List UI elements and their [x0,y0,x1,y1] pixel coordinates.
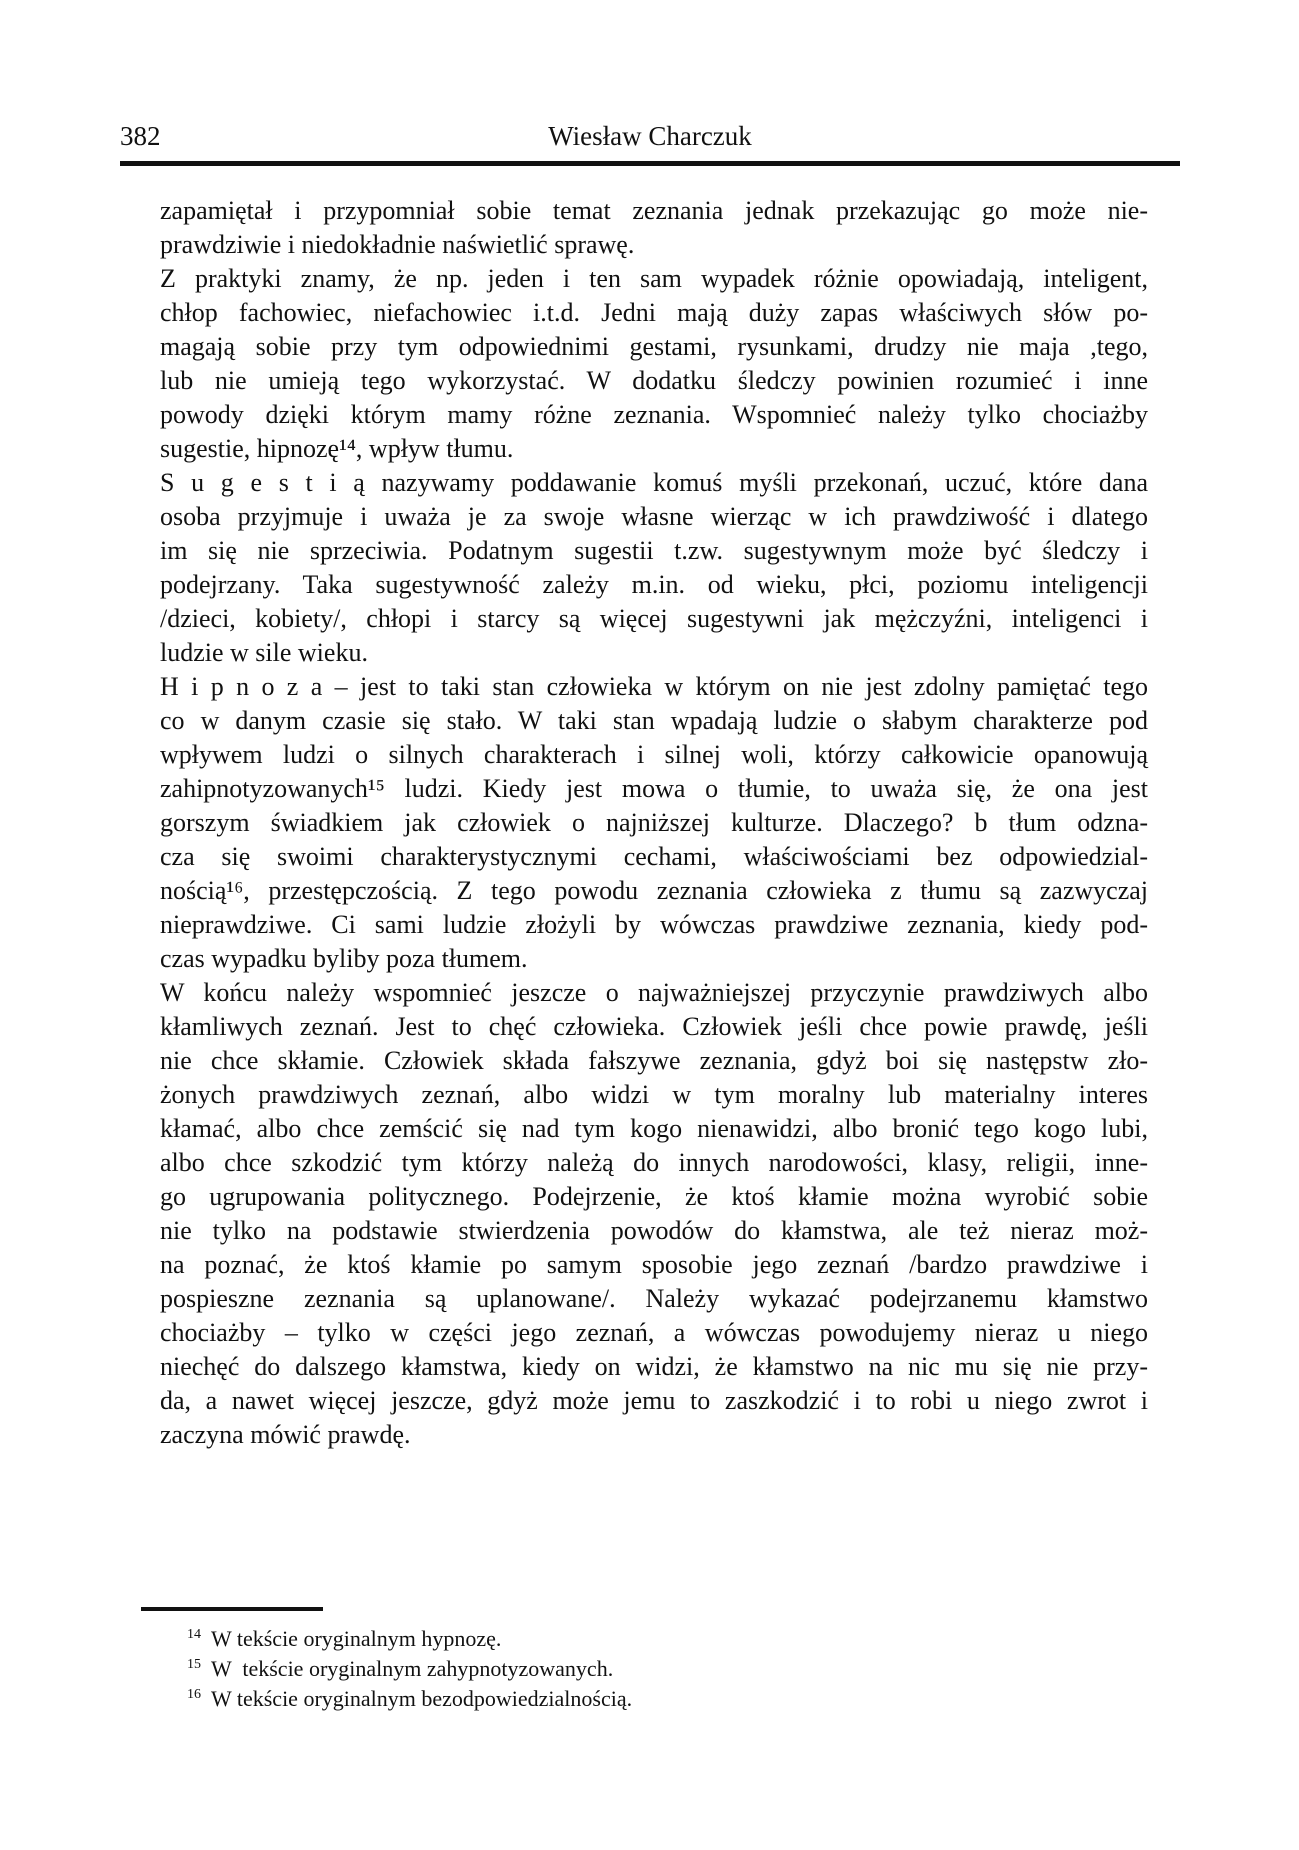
body-line: lub nie umieją tego wykorzystać. W dodatku śledczy powinien rozumieć i inne [160,366,1148,395]
body-line: albo chce szkodzić tym którzy należą do innych narodowości, klasy, religii, inne- [160,1148,1148,1177]
footnote [187,1624,1147,1654]
paragraph [160,466,1148,670]
paragraph [160,976,1148,1452]
body-line: zapamiętał i przypomniał sobie temat zeznania jednak przekazując go może nie- [160,196,1148,225]
page-number: 382 [120,121,161,151]
footnotes [187,1624,1147,1714]
body-line: prawdziwie i niedokładnie naświetlić sprawę. [160,230,635,259]
header-rule [120,161,1180,166]
footnote-text: W tekście oryginalnym hypnozę. [211,1626,502,1651]
body-line: kłamliwych zeznań. Jest to chęć człowieka. Człowiek jeśli chce powie prawdę, jeśli [160,1012,1148,1041]
body-line: nie tylko na podstawie stwierdzenia powodów do kłamstwa, ale też nieraz moż- [160,1216,1148,1245]
body-line: nie chce skłamie. Człowiek składa fałszywe zeznania, gdyż boi się następstw zło- [160,1046,1148,1075]
body-line: da, a nawet więcej jeszcze, gdyż może jemu to zaszkodzić i to robi u niego zwrot i [160,1386,1148,1415]
body-line: im się nie sprzeciwia. Podatnym sugestii t.zw. sugestywnym może być śledczy i [160,536,1148,565]
body-line: go ugrupowania politycznego. Podejrzenie, że ktoś kłamie można wyrobić sobie [160,1182,1148,1211]
body-line: cza się swoimi charakterystycznymi cechami, właściwościami bez odpowiedzial- [160,842,1148,871]
body-line: czas wypadku byliby poza tłumem. [160,944,528,973]
body-line: na poznać, że ktoś kłamie po samym sposobie jego zeznań /bardzo prawdziwe i [160,1250,1148,1279]
footnote [187,1654,1147,1684]
footnote-marker: 16 [187,1686,201,1702]
body-line: /dzieci, kobiety/, chłopi i starcy są więcej sugestywni jak mężczyźni, inteligenci i [160,604,1148,633]
body-line: ludzie w sile wieku. [160,638,368,667]
body-line: powody dzięki którym mamy różne zeznania. Wspomnieć należy tylko chociażby [160,400,1148,429]
footnote-separator [141,1607,323,1611]
footnote-text: W tekście oryginalnym bezodpowiedzialnością. [211,1686,633,1711]
paragraph [160,262,1148,466]
body-line: pospieszne zeznania są uplanowane/. Należy wykazać podejrzanemu kłamstwo [160,1284,1148,1313]
paragraph [160,670,1148,976]
body-line: chłop fachowiec, niefachowiec i.t.d. Jedni mają duży zapas właściwych słów po- [160,298,1148,327]
body-line: Z praktyki znamy, że np. jeden i ten sam wypadek różnie opowiadają, inteligent, [160,264,1148,293]
body-line: kłamać, albo chce zemścić się nad tym kogo nienawidzi, albo bronić tego kogo lubi, [160,1114,1148,1143]
footnote-text: W tekście oryginalnym zahypnotyzowanych. [211,1656,614,1681]
running-head: Wiesław Charczuk [548,121,752,151]
body-text [160,194,1148,1452]
page-header [120,121,1180,155]
body-line: magają sobie przy tym odpowiednimi gestami, rysunkami, drudzy nie maja ,tego, [160,332,1148,361]
body-line: gorszym świadkiem jak człowiek o najniższej kulturze. Dlaczego? b tłum odzna- [160,808,1148,837]
paragraph [160,194,1148,262]
body-line: W końcu należy wspomnieć jeszcze o najważniejszej przyczynie prawdziwych albo [160,978,1148,1007]
body-line: zahipnotyzowanych¹⁵ ludzi. Kiedy jest mowa o tłumie, to uważa się, że ona jest [160,774,1148,803]
body-line: żonych prawdziwych zeznań, albo widzi w tym moralny lub materialny interes [160,1080,1148,1109]
body-line: osoba przyjmuje i uważa je za swoje własne wierząc w ich prawdziwość i dlatego [160,502,1148,531]
body-line: co w danym czasie się stało. W taki stan wpadają ludzie o słabym charakterze pod [160,706,1148,735]
body-line: nością¹⁶, przestępczością. Z tego powodu zeznania człowieka z tłumu są zazwyczaj [160,876,1148,905]
footnote [187,1684,1147,1714]
body-line: chociażby – tylko w części jego zeznań, a wówczas powodujemy nieraz u niego [160,1318,1148,1347]
body-line: niechęć do dalszego kłamstwa, kiedy on widzi, że kłamstwo na nic mu się nie przy- [160,1352,1148,1381]
body-line: sugestie, hipnozę¹⁴, wpływ tłumu. [160,434,514,463]
footnote-marker: 15 [187,1656,201,1672]
body-line: wpływem ludzi o silnych charakterach i silnej woli, którzy całkowicie opanowują [160,740,1148,769]
body-line: nieprawdziwe. Ci sami ludzie złożyli by wówczas prawdziwe zeznania, kiedy pod- [160,910,1148,939]
body-line: H i p n o z a – jest to taki stan człowieka w którym on nie jest zdolny pamiętać tego [160,672,1148,701]
body-line: S u g e s t i ą nazywamy poddawanie komuś myśli przekonań, uczuć, które dana [160,468,1148,497]
body-line: podejrzany. Taka sugestywność zależy m.in. od wieku, płci, poziomu inteligencji [160,570,1148,599]
footnote-marker: 14 [187,1626,201,1642]
body-line: zaczyna mówić prawdę. [160,1420,411,1449]
